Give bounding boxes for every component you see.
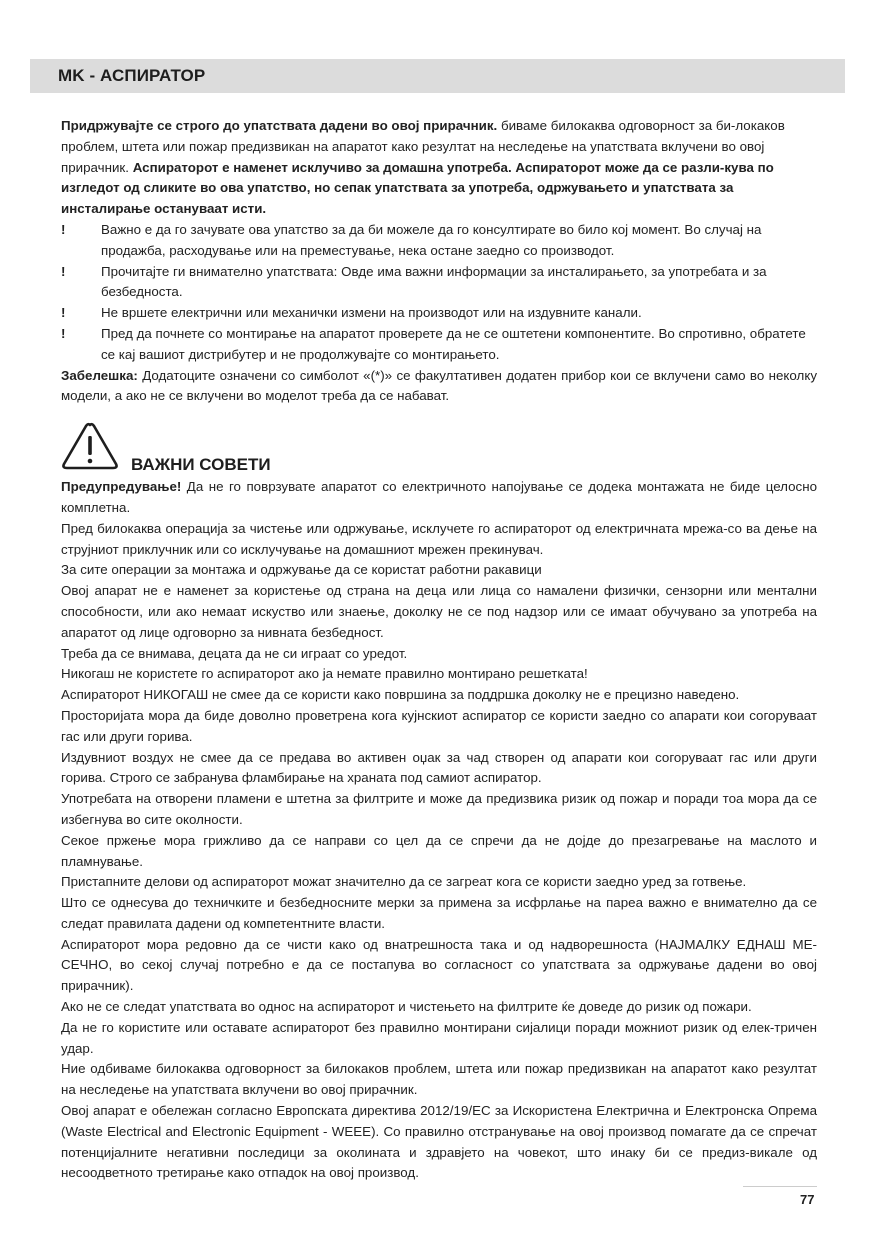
advice-paragraph: Аспираторот НИКОГАШ не смее да се користи како површина за поддршка доколку не е прецизно наведено.: [61, 687, 740, 703]
intro-bold-a: Придржувајте се строго до упатствата дадени во овој прирачник.: [61, 118, 498, 133]
exclamation-icon: !: [61, 325, 66, 341]
exclamation-icon: !: [61, 305, 66, 321]
advice-list: [61, 477, 817, 1184]
section-title: ВАЖНИ СОВЕТИ: [131, 455, 271, 475]
intro: [61, 116, 817, 220]
document-body: [61, 116, 817, 1184]
list-item: [61, 220, 817, 262]
warning-text: Да не го поврзувате апаратот со електричното напојување се додека монтажата не биде целосно комплетна.: [61, 479, 817, 515]
advice-paragraph: Аспираторот мора редовно да се чисти како од внатрешноста така и од надворешноста (НАЈМАЛКУ ЕДНАШ МЕ-СЕЧНО, во секој случај потребно е да се постапува во согласност со упатствата за одржување дадени во овој прирачник).: [61, 936, 817, 994]
advice-paragraph: Издувниот воздух не смее да се предава во активен оџак за чад створен од апарати кои согоруваат гас или други горива. Строго се забранува фламбирање на храната под самиот аспиратор.: [61, 749, 817, 786]
bullet-text: Прочитајте ги внимателно упатствата: Овде има важни информации за инсталирањето, за употребата и за безбедноста.: [101, 263, 767, 300]
list-item: [61, 262, 817, 304]
note: [61, 366, 817, 408]
advice-paragraph: Треба да се внимава, децата да не си играат со уредот.: [61, 645, 408, 661]
bullet-text: Пред да почнете со монтирање на апаратот проверете да не се оштетени компонентите. Во спротивно, обратете се кај вашиот дистрибутер и не продолжувајте со монтирањето.: [101, 325, 806, 362]
page-title: MK - АСПИРАТОР: [58, 66, 206, 85]
advice-paragraph: Пристапните делови од аспираторот можат значително да се загреат кога се користи заедно уред за готвење.: [61, 874, 747, 890]
bullet-text: Не вршете електрични или механички измени на производот или на издувните канали.: [101, 305, 642, 321]
advice-paragraph: Просторијата мора да биде доволно проветрена кога кујнскиот аспиратор се користи заедно со апарати кои согоруваат гас или други горива.: [61, 707, 817, 744]
advice-paragraph: Овој апарат не е наменет за користење од страна на деца или лица со намалени физички, сензорни или ментални способности, или ако немаат искуство или знаење, доколку не се под надзор или се имаат обучувано за употреба на апаратот од лице одговорно за нивната безбедност.: [61, 583, 817, 640]
header-bar: [30, 59, 845, 93]
exclamation-icon: !: [61, 263, 66, 279]
intro-bold-b: Аспираторот е наменет исклучиво за домашна употреба. Аспираторот може да се разли-кува по изгледот од сликите во ова упатство, но сепак упатствата за употреба, одржувањето и упатствата за инсталирање остануваат исти.: [61, 159, 774, 217]
warning-paragraph: [61, 477, 817, 519]
advice-paragraph: Секое пржење мора грижливо да се направи со цел да се спречи да не дојде до презагревање на маслото и пламнување.: [61, 832, 817, 869]
advice-paragraph: Ако не се следат упатствата во однос на аспираторот и чистењето на филтрите ќе доведе до ризик од пожари.: [61, 999, 752, 1015]
note-label: Забелешка:: [61, 367, 138, 383]
advice-paragraph: Да не го користите или оставате аспираторот без правилно монтирани сијалици поради можниот ризик од елек-тричен удар.: [61, 1019, 817, 1056]
advice-paragraph: Овој апарат е обележан согласно Европската директива 2012/19/ЕС за Искористена Електрична и Електронска Опрема (Waste Electrical and Electronic Equipment - WEEE). Со правилно отстранување на овој производ помагате да се спречат потенцијалните негативни последици за околината и здравјето на човекот, што инаку би се предиз-викале од несоодветното третирање како отпадок на овој производ.: [61, 1103, 817, 1181]
advice-paragraph: Никогаш не користете го аспираторот ако ја немате правилно монтирано решетката!: [61, 666, 588, 682]
warning-label: Предупредување!: [61, 479, 182, 495]
note-text: Додатоците означени со симболот «(*)» се факултативен додатен прибор кои се вклучени само во неколку модели, а ако не се вклучени во моделот треба да се набават.: [61, 367, 817, 404]
advice-paragraph: Што се однесува до техничките и безбедносните мерки за примена за исфрлање на пареа важно е внимателно да се следат правилата дадени од компетентните власти.: [61, 895, 817, 931]
list-item: [61, 303, 817, 324]
section-heading: [61, 421, 817, 477]
list-item: [61, 324, 817, 366]
advice-paragraph: Пред билокаква операција за чистење или одржување, исклучете го аспираторот од електричната мрежа-со ва дење на струјниот приклучник или со исклучување на домашниот мрежен прекинувач.: [61, 520, 817, 557]
footer-divider: [743, 1186, 817, 1187]
bullet-list: [61, 220, 817, 366]
advice-paragraph: Ние одбиваме билокаква одговорност за билокаков проблем, штета или пожар предизвикан на апаратот како резултат на неследење на упатствата вклучени во овој прирачник.: [61, 1061, 817, 1098]
advice-paragraph: Употребата на отворени пламени е штетна за филтрите и може да предизвика ризик од пожар и поради тоа мора да се избегнува во сите околности.: [61, 791, 817, 827]
exclamation-icon: !: [61, 221, 66, 237]
page-number: 77: [800, 1192, 815, 1207]
warning-triangle-icon: [61, 421, 119, 471]
intro-regular: биваме билокаква одговорност за би-локаков проблем, штета или пожар предизвикан на апаратот како резултат на неследење на упатствата вклучени во овој прирачник.: [61, 118, 785, 175]
advice-paragraph: За сите операции за монтажа и одржување да се користат работни ракавици: [61, 562, 542, 578]
bullet-text: Важно е да го зачувате ова упатство за да би можеле да го консултирате во било кој момент. Во случај на продажба, расходување или на преместување, нека остане заедно со производот.: [101, 221, 762, 258]
intro-paragraph: [61, 116, 817, 220]
